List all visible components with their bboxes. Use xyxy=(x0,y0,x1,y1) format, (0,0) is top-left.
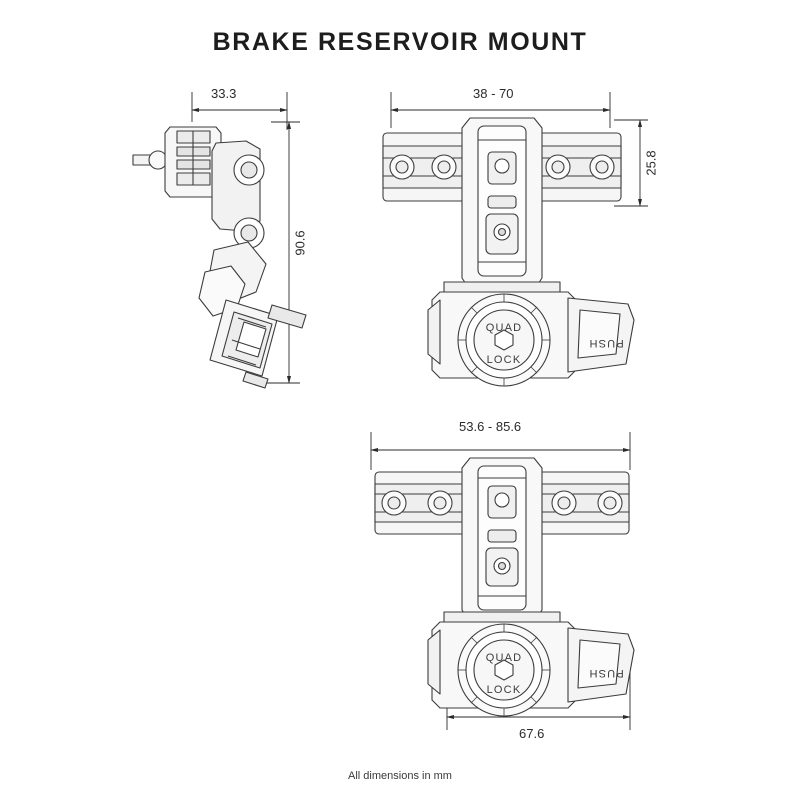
brand-lock-large: LOCK xyxy=(486,684,522,696)
brand-quad-small: QUAD xyxy=(485,322,523,334)
side-view-drawing xyxy=(133,127,306,388)
dim-clamp-depth: 25.8 xyxy=(643,150,659,176)
brand-lock-small: LOCK xyxy=(486,354,522,366)
dim-side-width: 33.3 xyxy=(211,86,237,101)
push-tab-small: PUSH xyxy=(588,337,624,349)
footnote-units: All dimensions in mm xyxy=(348,770,452,782)
dim-clamp-range-large: 53.6 - 85.6 xyxy=(459,419,522,434)
push-tab-large: PUSH xyxy=(588,667,624,679)
page-title: BRAKE RESERVOIR MOUNT xyxy=(212,28,588,56)
dim-clamp-range-small: 38 - 70 xyxy=(473,86,514,101)
dim-side-height: 90.6 xyxy=(292,230,308,256)
dim-lever-width: 67.6 xyxy=(519,726,545,741)
brand-quad-large: QUAD xyxy=(485,652,523,664)
